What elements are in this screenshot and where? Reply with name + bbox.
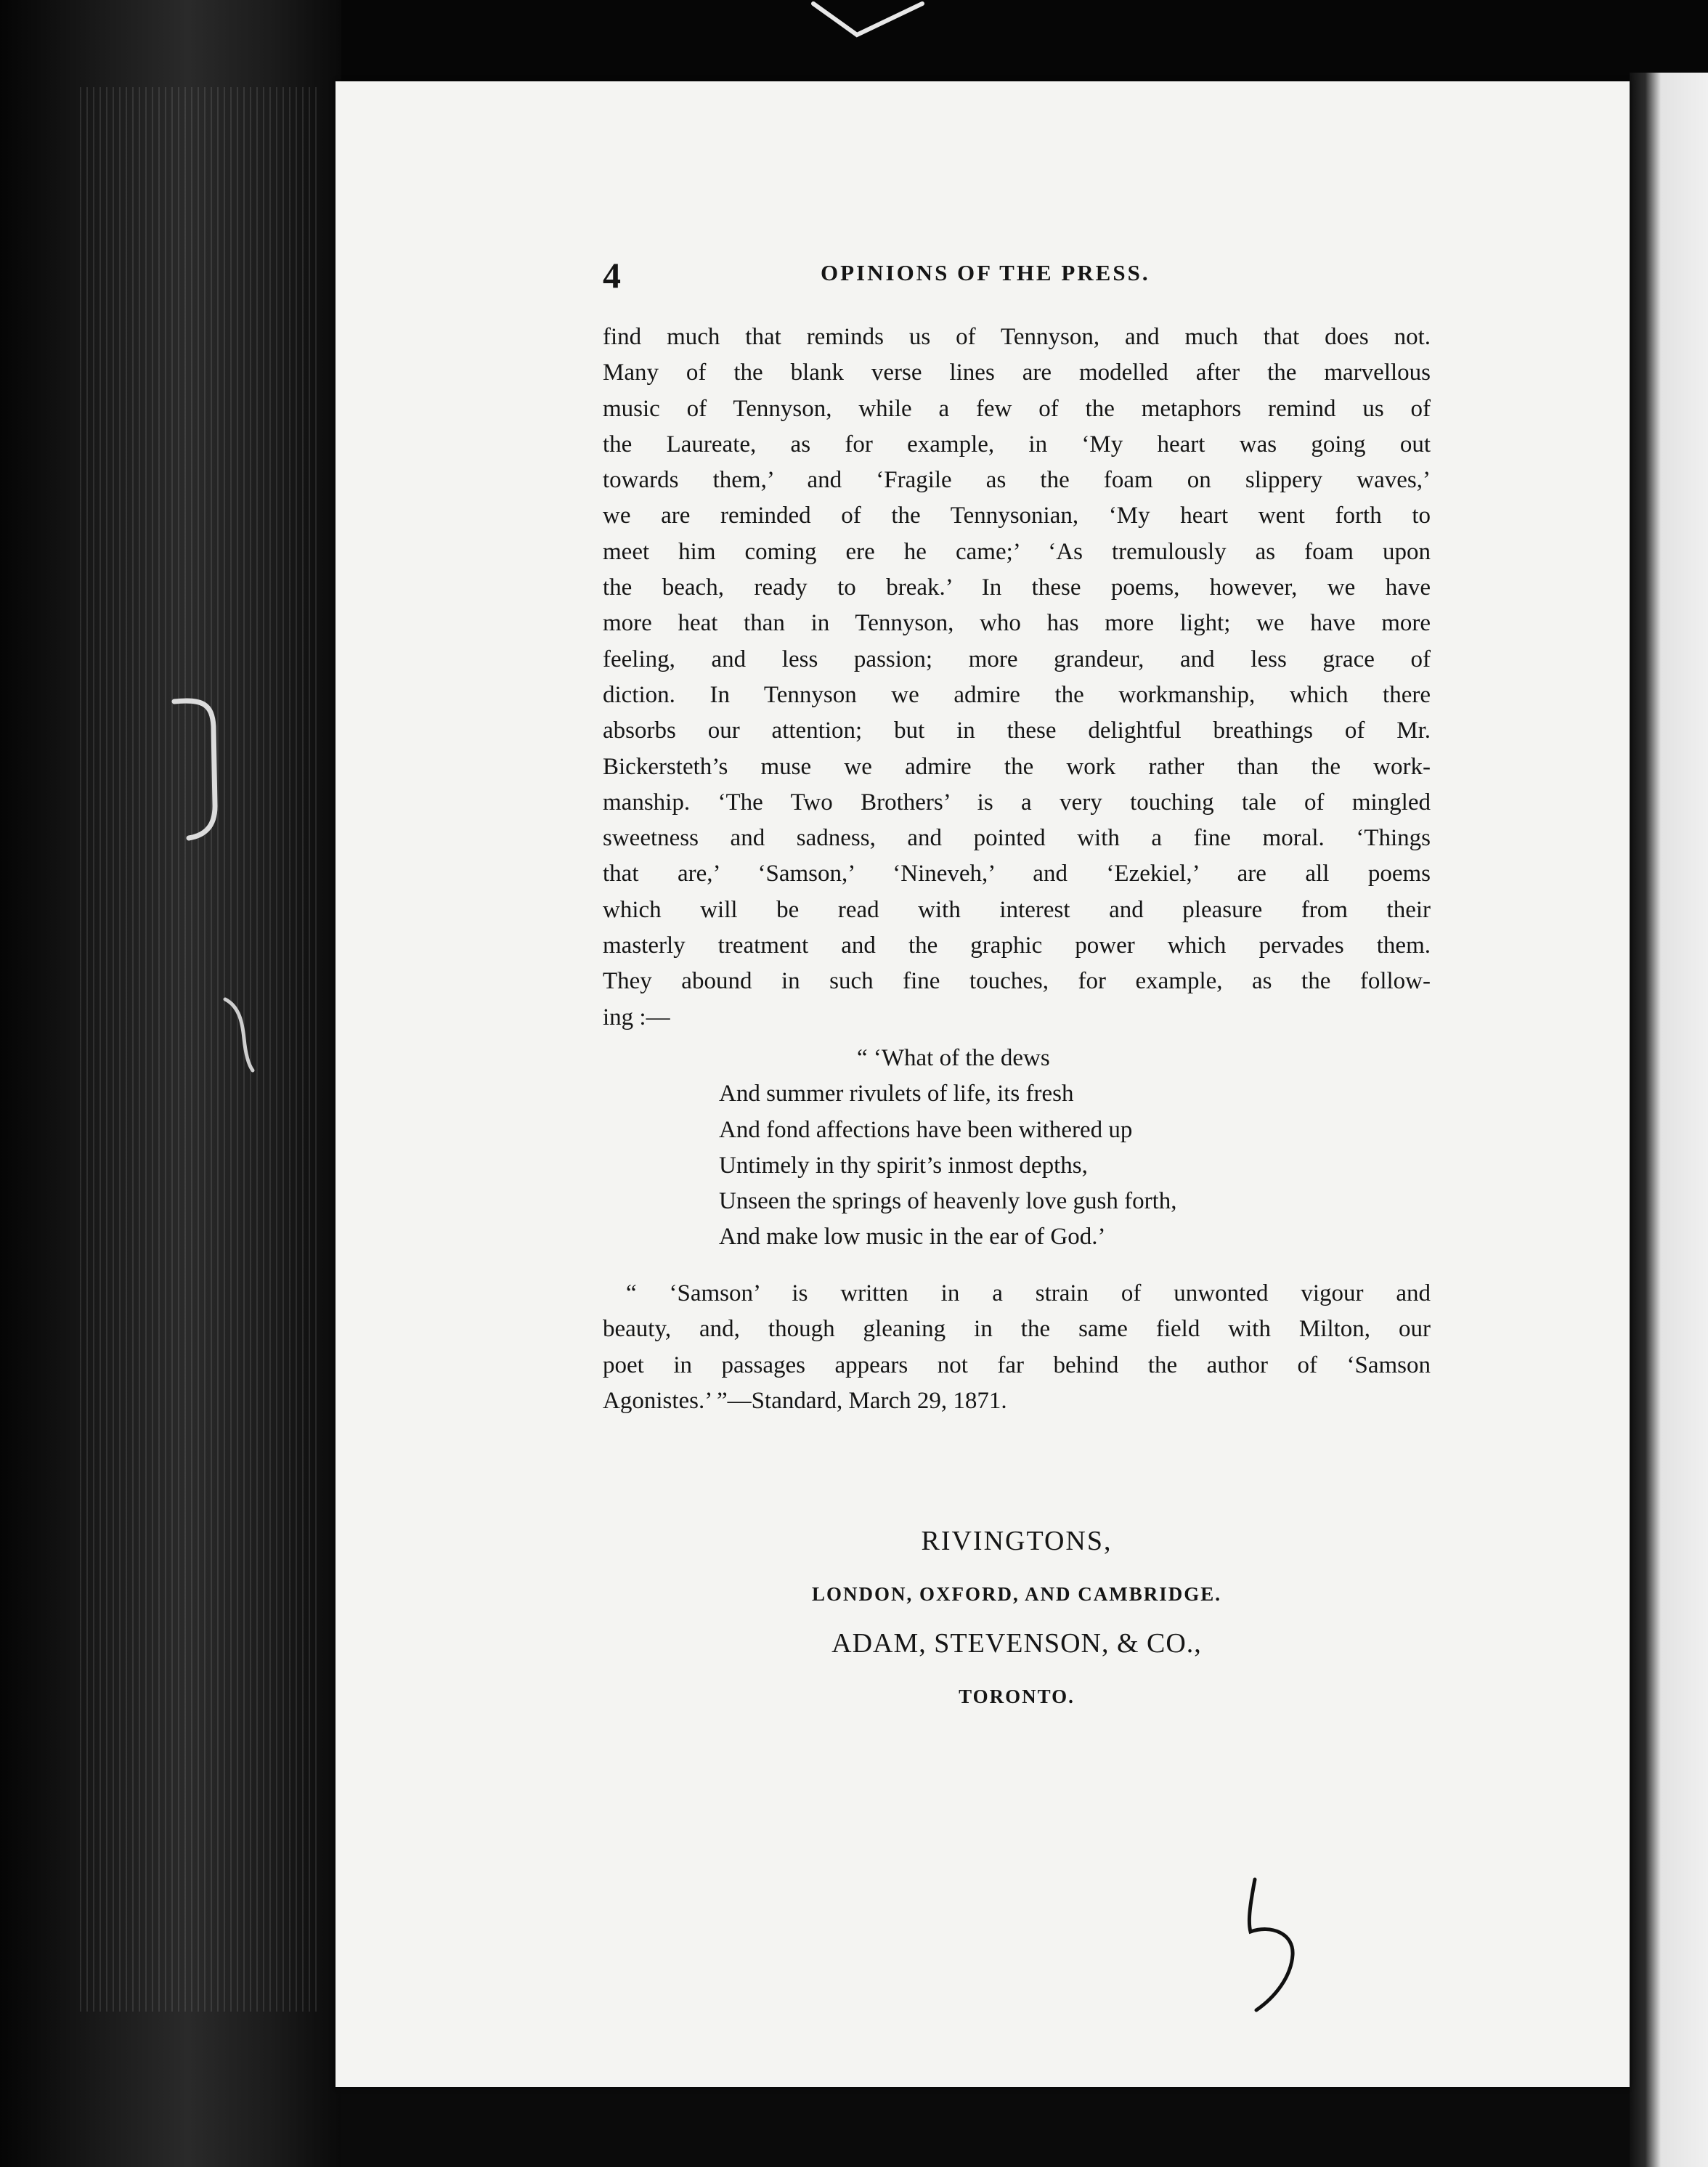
text-line: “ ‘Samson’ is written in a strain of unwonted vigour and	[626, 1280, 1431, 1306]
next-page-edge	[1630, 73, 1708, 2167]
smudge-mark	[218, 995, 261, 1075]
text-line: towards them,’ and ‘Fragile as the foam on slippery waves,’	[603, 467, 1431, 494]
handwritten-page-mark	[1235, 1874, 1322, 2019]
text-line: manship. ‘The Two Brothers’ is a very touching tale of mingled	[603, 789, 1431, 816]
publisher-imprint	[603, 1525, 1431, 1708]
poem-line: And summer rivulets of life, its fresh	[719, 1081, 1074, 1107]
text-line: the Laureate, as for example, in ‘My heart was going out	[603, 431, 1431, 458]
text-line: that are,’ ‘Samson,’ ‘Nineveh,’ and ‘Ezekiel,’ are all poems	[603, 861, 1431, 887]
text-line: sweetness and sadness, and pointed with a fine moral. ‘Things	[603, 825, 1431, 852]
text-line: They abound in such fine touches, for example, as the follow-	[603, 968, 1431, 995]
running-head: OPINIONS OF THE PRESS.	[821, 260, 1150, 285]
text-line: meet him coming ere he came;’ ‘As tremulously as foam upon	[603, 538, 1431, 565]
text-line: diction. In Tennyson we admire the workmanship, which there	[603, 681, 1431, 708]
page-edges-texture	[80, 87, 320, 2012]
text-line: find much that reminds us of Tennyson, and much that does not.	[603, 324, 1431, 350]
poem-line: “ ‘What of the dews	[857, 1045, 1050, 1071]
page-number: 4	[603, 255, 621, 296]
publisher-name: RIVINGTONS,	[921, 1526, 1113, 1556]
text-line: Bickersteth’s muse we admire the work rather than the work-	[603, 753, 1431, 780]
poem-line: And make low music in the ear of God.’	[719, 1224, 1106, 1251]
text-line: beauty, and, though gleaning in the same field with Milton, our	[603, 1316, 1431, 1343]
text-line: Many of the blank verse lines are modelled after the marvellous	[603, 359, 1431, 386]
top-fold-mark	[806, 0, 937, 44]
quoted-poem	[719, 1041, 1177, 1256]
text-line: feeling, and less passion; more grandeur, and less grace of	[603, 646, 1431, 672]
review-closing-text	[603, 1276, 1431, 1419]
publisher-places: LONDON, OXFORD, AND CAMBRIDGE.	[811, 1583, 1221, 1605]
text-line: ing :—	[603, 1004, 670, 1030]
text-line: masterly treatment and the graphic power which pervades them.	[603, 932, 1431, 959]
text-line: the beach, ready to break.’ In these poems, however, we have	[603, 574, 1431, 601]
text-line: Agonistes.’ ”—Standard, March 29, 1871.	[603, 1387, 1007, 1414]
poem-line: Untimely in thy spirit’s inmost depths,	[719, 1152, 1088, 1179]
text-line: poet in passages appears not far behind the author of ‘Samson	[603, 1351, 1431, 1378]
text-line: which will be read with interest and pleasure from their	[603, 896, 1431, 923]
review-body-text	[603, 320, 1431, 1036]
publisher-places: TORONTO.	[959, 1686, 1075, 1707]
text-line: we are reminded of the Tennysonian, ‘My heart went forth to	[603, 503, 1431, 529]
text-line: music of Tennyson, while a few of the metaphors remind us of	[603, 395, 1431, 422]
poem-line: Unseen the springs of heavenly love gush forth,	[719, 1188, 1177, 1215]
bracket-mark	[167, 697, 232, 842]
poem-line: And fond affections have been withered up	[719, 1116, 1133, 1143]
text-line: more heat than in Tennyson, who has more light; we have more	[603, 610, 1431, 637]
publisher-name: ADAM, STEVENSON, & CO.,	[831, 1628, 1202, 1659]
page-header	[603, 254, 1431, 298]
text-line: absorbs our attention; but in these delightful breathings of Mr.	[603, 717, 1431, 744]
